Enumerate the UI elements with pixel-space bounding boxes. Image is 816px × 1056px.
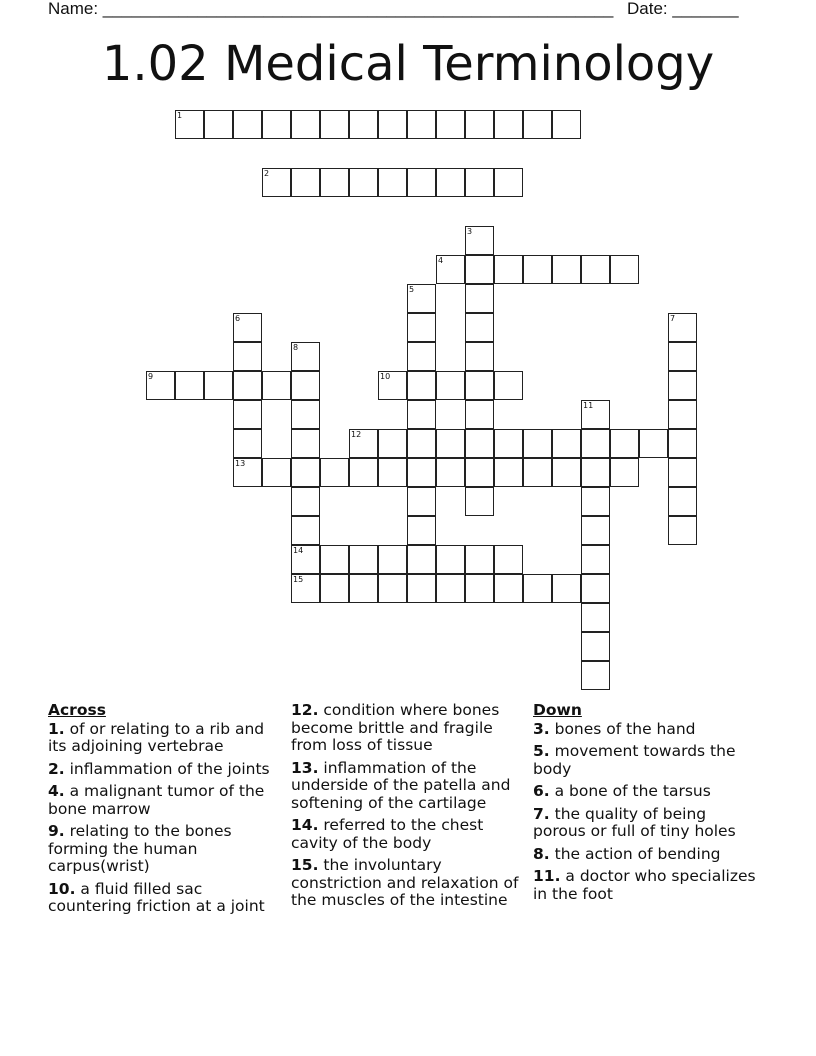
clue-text: a bone of the tarsus (549, 782, 711, 800)
clue-number-label: 7. (533, 804, 550, 823)
grid-cell[interactable] (668, 342, 697, 371)
grid-cell[interactable] (291, 458, 320, 487)
grid-cell[interactable] (436, 168, 465, 197)
grid-cell[interactable] (320, 110, 349, 139)
clue-number-label: 8. (533, 844, 550, 863)
grid-cell[interactable] (465, 284, 494, 313)
grid-cell[interactable] (494, 429, 523, 458)
grid-cell[interactable] (523, 574, 552, 603)
grid-cell[interactable] (494, 110, 523, 139)
grid-cell[interactable] (494, 458, 523, 487)
clue-item (48, 823, 282, 876)
clue-item (533, 846, 763, 864)
grid-cell[interactable] (494, 168, 523, 197)
grid-cell[interactable] (581, 429, 610, 458)
grid-cell[interactable] (494, 255, 523, 284)
grid-cell[interactable] (291, 371, 320, 400)
grid-cell[interactable] (291, 545, 320, 574)
grid-cell[interactable] (146, 371, 175, 400)
clue-text: of or relating to a rib and its adjoining vertebrae (48, 719, 265, 755)
clue-text: the involuntary constriction and relaxation of the muscles of the intestine (291, 856, 519, 909)
clue-text: movement towards the body (533, 742, 736, 778)
clue-text: a malignant tumor of the bone marrow (48, 782, 265, 818)
clues-column-3 (533, 702, 763, 908)
grid-cell[interactable] (581, 487, 610, 516)
grid-cell[interactable] (233, 371, 262, 400)
grid-cell[interactable] (436, 574, 465, 603)
grid-cell[interactable] (552, 255, 581, 284)
grid-cell[interactable] (291, 487, 320, 516)
grid-cell[interactable] (407, 284, 436, 313)
clue-item (48, 881, 282, 916)
grid-cell[interactable] (291, 110, 320, 139)
grid-cell[interactable] (581, 661, 610, 690)
grid-cell[interactable] (639, 429, 668, 458)
grid-cell[interactable] (204, 371, 233, 400)
grid-cell[interactable] (204, 110, 233, 139)
clue-number-label: 1. (48, 719, 65, 738)
grid-cell[interactable] (523, 458, 552, 487)
grid-cell[interactable] (378, 168, 407, 197)
grid-cell[interactable] (465, 545, 494, 574)
grid-cell[interactable] (552, 458, 581, 487)
grid-cell[interactable] (465, 574, 494, 603)
clue-number-label: 10. (48, 879, 76, 898)
clue-item (291, 857, 526, 910)
clue-item (533, 743, 763, 778)
grid-cell[interactable] (436, 110, 465, 139)
across-clue-list (48, 721, 282, 916)
grid-cell[interactable] (581, 603, 610, 632)
clue-number: 4 (438, 256, 444, 265)
grid-cell[interactable] (175, 110, 204, 139)
grid-cell[interactable] (320, 574, 349, 603)
grid-cell[interactable] (291, 516, 320, 545)
clue-number-label: 5. (533, 742, 550, 760)
across-clue-list-continued (291, 702, 526, 910)
clue-item (533, 783, 763, 801)
grid-cell[interactable] (233, 429, 262, 458)
clue-text: relating to the bones forming the human carpus(wrist) (48, 822, 232, 875)
grid-cell[interactable] (581, 632, 610, 661)
grid-cell[interactable] (465, 458, 494, 487)
grid-cell[interactable] (233, 313, 262, 342)
clue-item (533, 721, 763, 739)
grid-cell[interactable] (465, 487, 494, 516)
grid-cell[interactable] (610, 458, 639, 487)
clue-text: bones of the hand (549, 719, 696, 738)
grid-cell[interactable] (407, 342, 436, 371)
grid-cell[interactable] (175, 371, 204, 400)
clue-number: 15 (293, 575, 304, 584)
clue-item (48, 761, 282, 779)
clues-column-1 (48, 702, 282, 921)
grid-cell[interactable] (378, 371, 407, 400)
clue-number-label: 6. (533, 782, 550, 800)
clue-item (291, 702, 526, 755)
clue-number: 11 (583, 401, 594, 410)
grid-cell[interactable] (262, 371, 291, 400)
grid-cell[interactable] (668, 400, 697, 429)
clue-item (533, 868, 763, 903)
grid-cell[interactable] (349, 110, 378, 139)
grid-cell[interactable] (349, 574, 378, 603)
grid-cell[interactable] (291, 342, 320, 371)
grid-cell[interactable] (523, 255, 552, 284)
clue-number: 6 (235, 314, 241, 323)
grid-cell[interactable] (436, 255, 465, 284)
grid-cell[interactable] (262, 458, 291, 487)
clue-number-label: 11. (533, 867, 561, 885)
grid-cell[interactable] (465, 255, 494, 284)
grid-cell[interactable] (349, 458, 378, 487)
grid-cell[interactable] (465, 168, 494, 197)
clue-text: inflammation of the joints (64, 759, 270, 778)
clue-item (291, 760, 526, 813)
grid-cell[interactable] (465, 342, 494, 371)
clue-number-label: 9. (48, 822, 65, 840)
grid-cell[interactable] (668, 458, 697, 487)
clue-number: 10 (380, 372, 391, 381)
clue-item (48, 783, 282, 818)
down-clue-list (533, 721, 763, 904)
clue-text: the action of bending (549, 844, 721, 863)
grid-cell[interactable] (407, 516, 436, 545)
grid-cell[interactable] (581, 400, 610, 429)
grid-cell[interactable] (668, 516, 697, 545)
clue-number-label: 4. (48, 782, 65, 800)
grid-cell[interactable] (233, 400, 262, 429)
clue-item (533, 806, 763, 841)
clue-number: 8 (293, 343, 299, 352)
grid-cell[interactable] (494, 371, 523, 400)
grid-cell[interactable] (465, 226, 494, 255)
grid-cell[interactable] (610, 255, 639, 284)
grid-cell[interactable] (378, 574, 407, 603)
name-field-label: Name: ______________________________________________________ (48, 0, 614, 18)
grid-cell[interactable] (436, 371, 465, 400)
down-heading: Down (533, 701, 582, 719)
clue-text: a fluid filled sac countering friction at a joint (48, 879, 265, 915)
grid-cell[interactable] (378, 545, 407, 574)
grid-cell[interactable] (494, 545, 523, 574)
grid-cell[interactable] (581, 545, 610, 574)
grid-cell[interactable] (552, 574, 581, 603)
clue-number: 7 (670, 314, 676, 323)
grid-cell[interactable] (436, 458, 465, 487)
grid-cell[interactable] (581, 516, 610, 545)
clue-number-label: 2. (48, 759, 65, 778)
clue-text: referred to the chest cavity of the body (291, 816, 484, 852)
clues-column-2 (291, 702, 526, 915)
grid-cell[interactable] (465, 371, 494, 400)
across-heading: Across (48, 701, 106, 719)
grid-cell[interactable] (349, 545, 378, 574)
page-title: 1.02 Medical Terminology (101, 36, 715, 92)
grid-cell[interactable] (407, 458, 436, 487)
grid-cell[interactable] (552, 110, 581, 139)
grid-cell[interactable] (233, 342, 262, 371)
grid-cell[interactable] (291, 574, 320, 603)
clue-number: 5 (409, 285, 415, 294)
clue-number: 12 (351, 430, 362, 439)
grid-cell[interactable] (668, 371, 697, 400)
grid-cell[interactable] (262, 110, 291, 139)
grid-cell[interactable] (668, 487, 697, 516)
date-field-label: Date: _______ (627, 0, 739, 18)
grid-cell[interactable] (581, 574, 610, 603)
clue-number: 14 (293, 546, 304, 555)
grid-cell[interactable] (523, 110, 552, 139)
clue-text: condition where bones become brittle and fragile from loss of tissue (291, 701, 500, 754)
grid-cell[interactable] (233, 458, 262, 487)
clue-text: a doctor who specializes in the foot (533, 867, 756, 903)
clue-text: inflammation of the underside of the patella and softening of the cartilage (291, 758, 511, 812)
grid-cell[interactable] (465, 400, 494, 429)
grid-cell[interactable] (320, 458, 349, 487)
grid-cell[interactable] (581, 458, 610, 487)
grid-cell[interactable] (610, 429, 639, 458)
grid-cell[interactable] (407, 429, 436, 458)
grid-cell[interactable] (291, 429, 320, 458)
clue-item (48, 721, 282, 756)
clue-number-label: 13. (291, 758, 319, 777)
clue-number-label: 14. (291, 816, 319, 834)
clue-number: 2 (264, 169, 270, 178)
grid-cell[interactable] (407, 487, 436, 516)
grid-cell[interactable] (349, 429, 378, 458)
grid-cell[interactable] (233, 110, 262, 139)
grid-cell[interactable] (407, 545, 436, 574)
grid-cell[interactable] (262, 168, 291, 197)
grid-cell[interactable] (407, 313, 436, 342)
grid-cell[interactable] (407, 168, 436, 197)
grid-cell[interactable] (668, 429, 697, 458)
grid-cell[interactable] (291, 168, 320, 197)
clue-item (291, 817, 526, 852)
grid-cell[interactable] (407, 574, 436, 603)
grid-cell[interactable] (349, 168, 378, 197)
grid-cell[interactable] (523, 429, 552, 458)
grid-cell[interactable] (465, 313, 494, 342)
grid-cell[interactable] (407, 400, 436, 429)
grid-cell[interactable] (378, 429, 407, 458)
clue-number-label: 15. (291, 856, 319, 874)
clue-number-label: 3. (533, 719, 550, 738)
grid-cell[interactable] (436, 429, 465, 458)
grid-cell[interactable] (378, 110, 407, 139)
grid-cell[interactable] (494, 574, 523, 603)
grid-cell[interactable] (320, 168, 349, 197)
grid-cell[interactable] (465, 110, 494, 139)
grid-cell[interactable] (407, 371, 436, 400)
clue-number: 1 (177, 111, 183, 120)
clue-number-label: 12. (291, 701, 319, 719)
grid-cell[interactable] (291, 400, 320, 429)
clue-text: the quality of being porous or full of tiny holes (533, 804, 736, 840)
grid-cell[interactable] (552, 429, 581, 458)
clue-number: 9 (148, 372, 154, 381)
grid-cell[interactable] (465, 429, 494, 458)
grid-cell[interactable] (581, 255, 610, 284)
clue-number: 3 (467, 227, 473, 236)
clue-number: 13 (235, 459, 246, 468)
grid-cell[interactable] (407, 110, 436, 139)
grid-cell[interactable] (378, 458, 407, 487)
grid-cell[interactable] (436, 545, 465, 574)
grid-cell[interactable] (668, 313, 697, 342)
grid-cell[interactable] (320, 545, 349, 574)
